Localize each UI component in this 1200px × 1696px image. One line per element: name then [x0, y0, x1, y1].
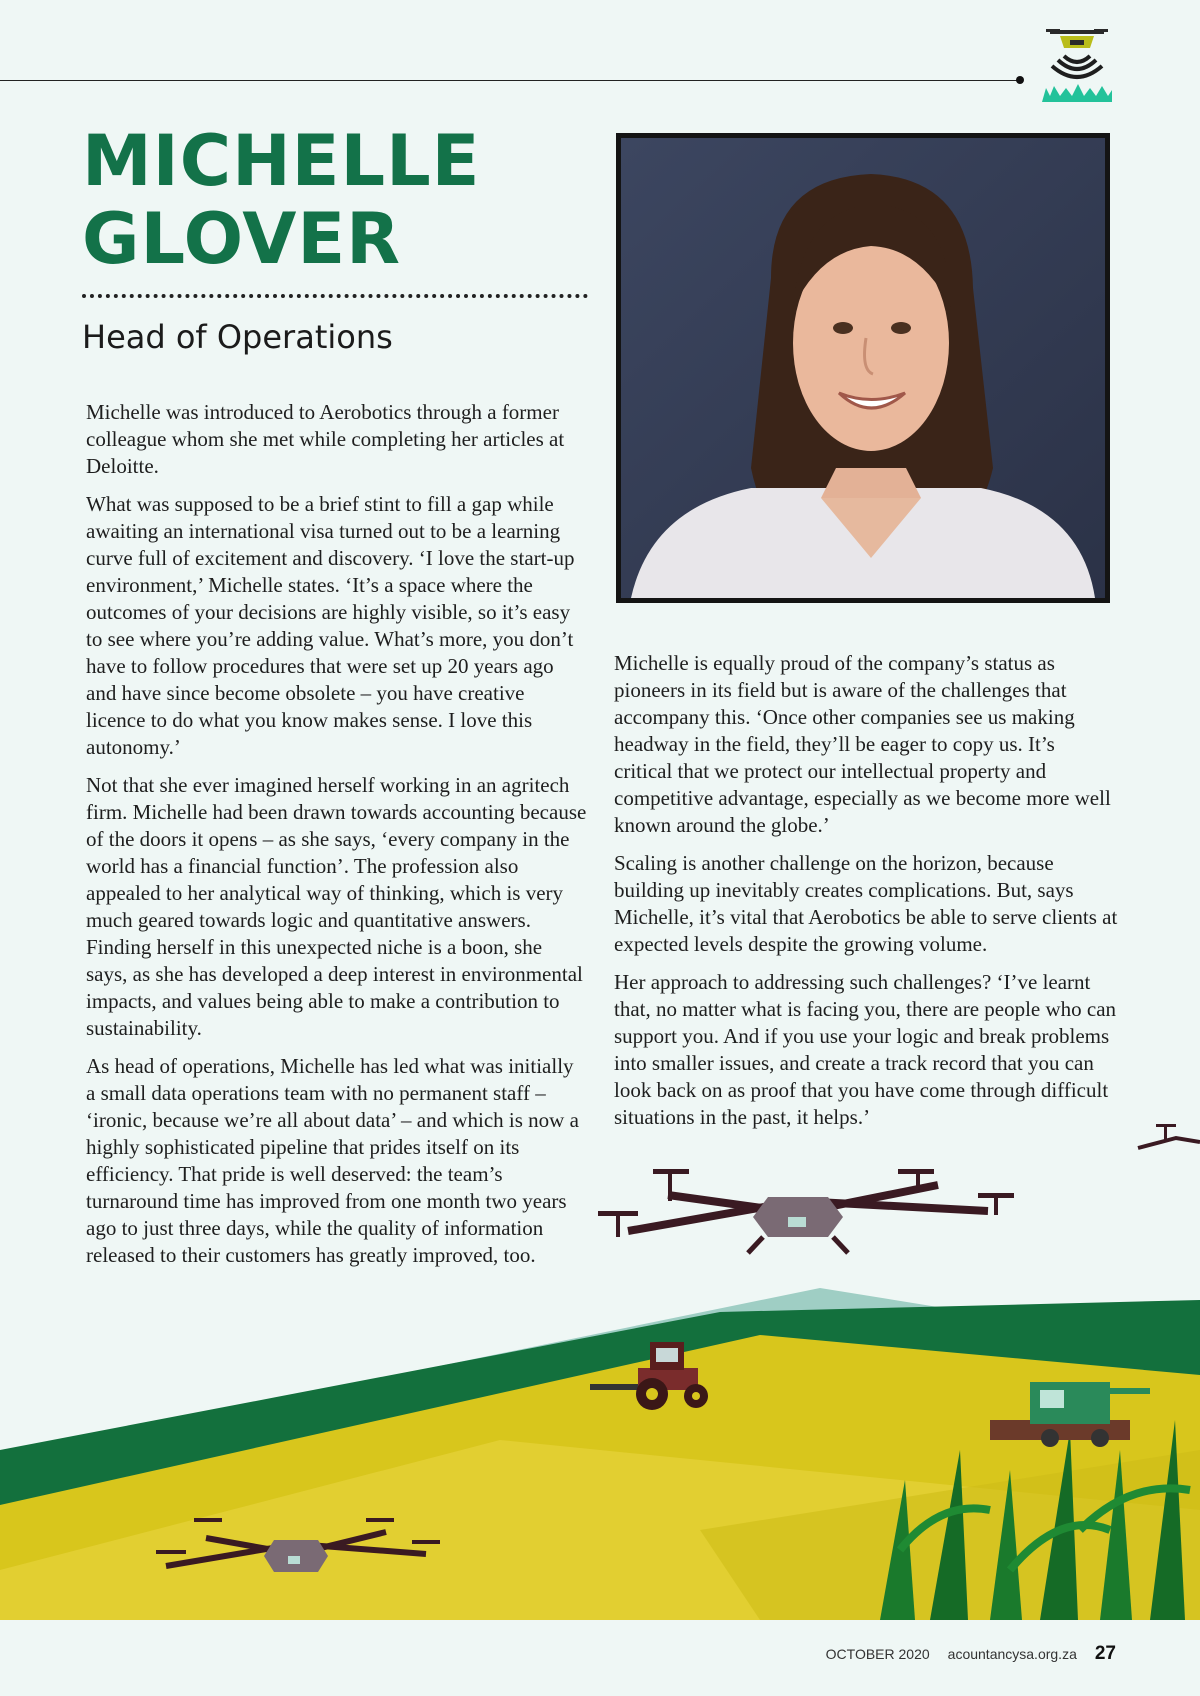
header-rule-dot — [1016, 76, 1024, 84]
name-line-1: MICHELLE — [82, 120, 481, 202]
header-rule — [0, 80, 1022, 81]
paragraph: Not that she ever imagined herself working in an agritech firm. Michelle had been drawn towards accounting because of the doors it opens – as she says, ‘every company in the world has a financial function’. The profession also appealed to her analytical way of thinking, which is very much geared towards logic and quantitative answers. Finding herself in this unexpected niche is a boon, she says, as she has developed a deep interest in environmental impacts, and values being able to make a contribution to sustainability. — [86, 773, 587, 1040]
issue-date: OCTOBER 2020 — [825, 1646, 930, 1662]
drone-illustration-small — [156, 1510, 446, 1582]
website-link[interactable]: acountancysa.org.za — [947, 1646, 1077, 1662]
drone-scan-icon — [1040, 26, 1114, 106]
drone-illustration-edge — [1136, 1118, 1200, 1158]
paragraph: As head of operations, Michelle has led what was initially a small data operations team with no permanent staff – ‘ironic, because we’re all about data’ – and which is now a highly sophisticated pipeline that prides itself on its efficiency. That pride is well deserved: the team’s turnaround time has improved from one month two years ago to just three days, while the quality of information released to their customers has greatly improved, too. — [86, 1054, 579, 1267]
name-line-2: GLOVER — [82, 198, 402, 280]
person-name — [82, 122, 602, 278]
page-number: 27 — [1094, 1643, 1116, 1664]
paragraph: Scaling is another challenge on the horizon, because building up inevitably creates complications. But, says Michelle, it’s vital that Aerobotics be able to serve clients at expected levels despite the growing volume. — [614, 851, 1118, 956]
portrait-photo — [621, 138, 1105, 598]
paragraph: Michelle is equally proud of the company’s status as pioneers in its field but is aware of the challenges that accompany this. ‘Once other companies see us making headway in the field, they’ll be eager to copy us. It’s critical that we protect our intellectual property and competitive advantage, especially as we become more well known around the globe.’ — [614, 651, 1111, 837]
paragraph: Her approach to addressing such challenges? ‘I’ve learnt that, no matter what is facing you, there are people who can support you. And if you use your logic and break problems into smaller issues, and create a track record that you can look back on as proof that you have come through difficult situations in the past, it helps.’ — [614, 970, 1117, 1129]
article-column-left — [86, 399, 588, 1280]
paragraph: What was supposed to be a brief stint to fill a gap while awaiting an international visa turned out to be a learning curve full of excitement and discovery. ‘I love the start-up environment,’ Michelle states. ‘It’s a space where the outcomes of your decisions are highly visible, so it’s easy to see where you’re adding value. What’s more, you don’t have to follow procedures that were set up 20 years ago and have since become obsolete – you have creative licence to do what you know makes sense. I love this autonomy.’ — [86, 492, 575, 759]
paragraph: Michelle was introduced to Aerobotics through a former colleague whom she met while completing her articles at Deloitte. — [86, 400, 565, 478]
drone-illustration-large — [598, 1155, 1018, 1255]
portrait-photo-frame — [616, 133, 1110, 603]
job-title: Head of Operations — [82, 318, 393, 356]
page-footer — [826, 1643, 1116, 1665]
article-column-right — [614, 650, 1118, 1142]
dotted-divider — [82, 294, 588, 298]
